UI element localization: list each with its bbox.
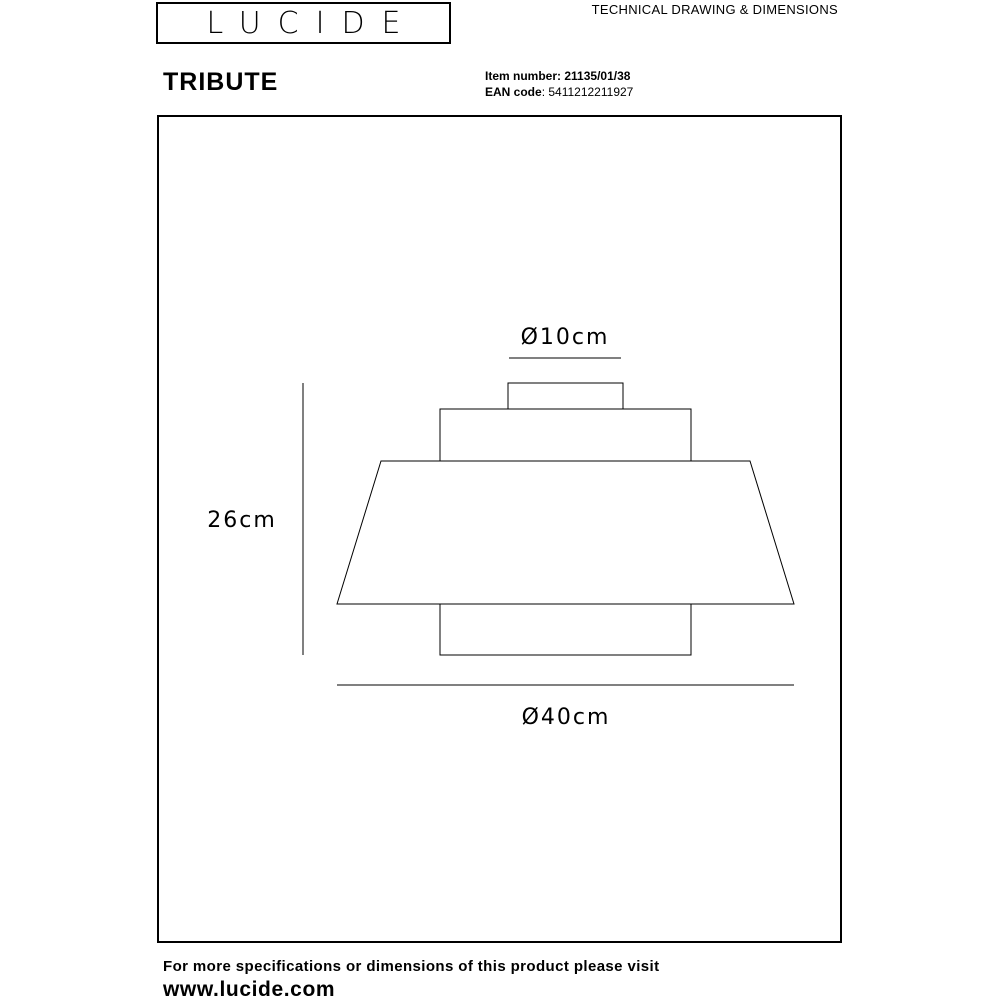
- logo-text: LUCIDE: [206, 6, 418, 41]
- header-title: TECHNICAL DRAWING & DIMENSIONS: [591, 2, 838, 17]
- top-diameter-label: Ø10cm: [520, 325, 610, 350]
- ean-row: EAN code: 5411212211927: [485, 85, 634, 99]
- footer-note: For more specifications or dimensions of this product please visit: [163, 958, 660, 975]
- item-number-label: Item number: [485, 69, 558, 83]
- item-number-value: 21135/01/38: [564, 69, 631, 83]
- ean-label: EAN code: [485, 85, 542, 99]
- height-label: 26cm: [207, 508, 277, 533]
- lower-cylinder-shape: [440, 604, 691, 655]
- ean-value: 5411212211927: [548, 85, 634, 99]
- canopy-shape: [508, 383, 623, 409]
- footer-url[interactable]: www.lucide.com: [163, 978, 336, 1001]
- bottom-diameter-label: Ø40cm: [521, 705, 611, 730]
- item-number-row: Item number: 21135/01/38: [485, 69, 631, 83]
- product-name: TRIBUTE: [163, 68, 279, 96]
- upper-cylinder-shape: [440, 409, 691, 461]
- lamp-shade-shape: [337, 461, 794, 604]
